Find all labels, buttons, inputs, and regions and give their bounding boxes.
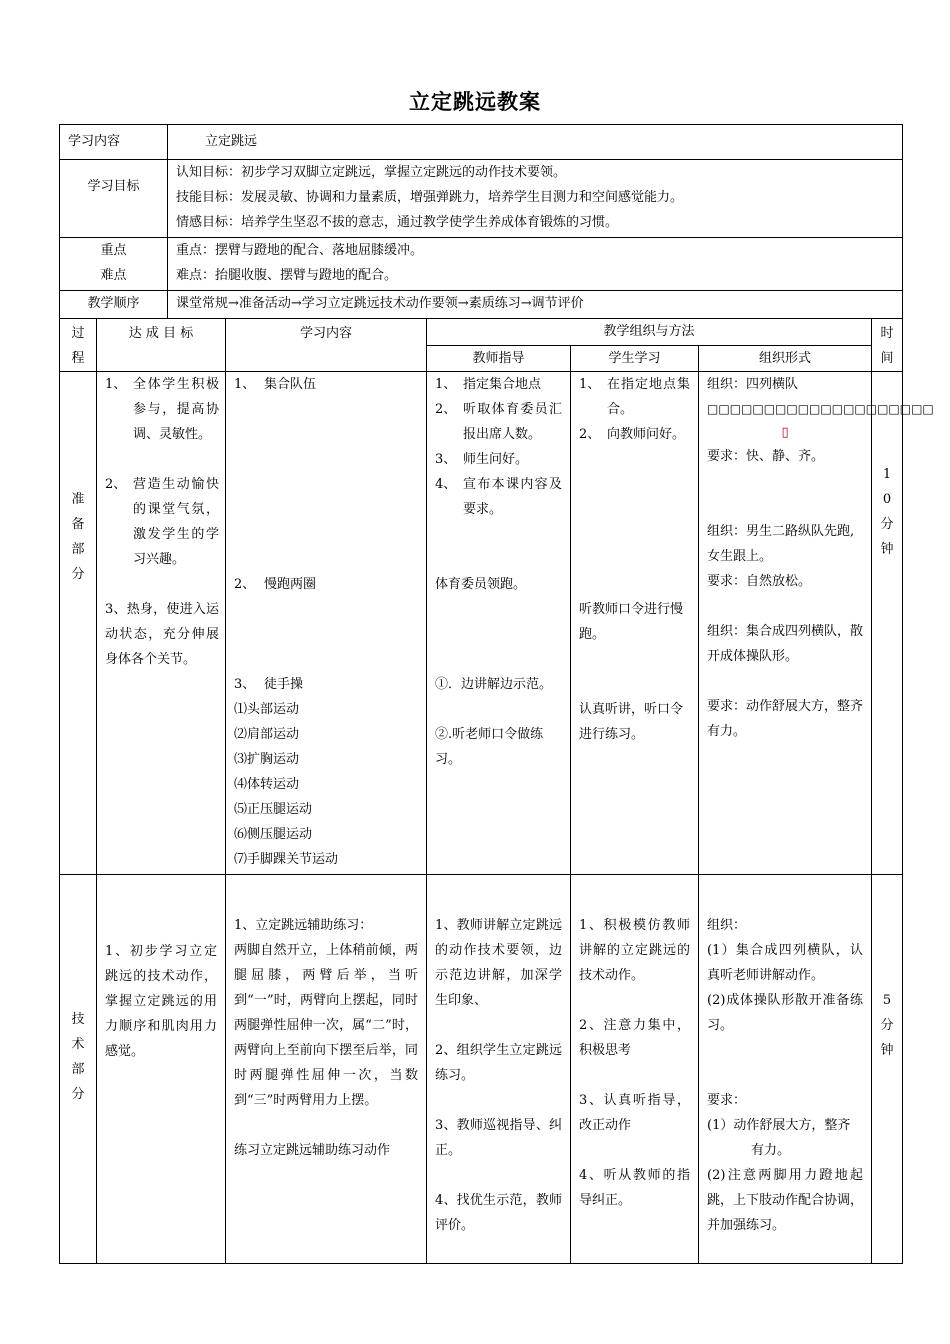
time-header-char: 间	[880, 351, 894, 366]
tech-teacher-4: 4、找优生示范，教师评价。	[435, 1193, 563, 1233]
prep-content-2: 慢跑两圈	[264, 577, 317, 592]
prep-org-cell	[699, 372, 934, 875]
org-1: 组织：四列横队	[707, 377, 799, 392]
time-char: 分	[880, 1018, 894, 1033]
content-label: 学习内容	[68, 134, 121, 149]
time-char: 1	[882, 467, 892, 482]
student-run: 听教师口令进行慢跑。	[579, 602, 684, 642]
teacher-run: 体育委员领跑。	[435, 577, 527, 592]
cognitive-goal: 认知目标：初步学习双脚立定跳远，掌握立定跳远的动作技术要领。	[176, 165, 567, 180]
goals-label: 学习目标	[87, 179, 140, 194]
org-1-req: 要求：快、静、齐。	[707, 449, 825, 464]
list-text: 营造生动愉快的课堂气氛，激发学生的学习兴趣。	[133, 477, 220, 567]
tech-label-char: 术	[71, 1037, 85, 1052]
tech-student-1: 1、积极模仿教师讲解的立定跳远的技术动作。	[579, 918, 691, 983]
goal-header-text: 达 成 目 标	[128, 326, 194, 341]
time-char: 分	[880, 517, 894, 532]
tech-org-label: 组织：	[707, 918, 747, 933]
exercise-item: ⑺手脚踝关节运动	[234, 852, 339, 867]
time-header-char: 时	[880, 326, 894, 341]
org-3: 组织：集合成四列横队，散开成体操队形。	[707, 624, 864, 664]
tech-time-cell	[872, 875, 903, 1264]
goals-cell	[168, 160, 903, 238]
teacher-ex-2: ②.听老师口令做练习。	[435, 727, 544, 767]
tech-teacher-1: 1、教师讲解立定跳远的动作技术要领，边示范边讲解，加深学生印象、	[435, 918, 563, 1008]
prep-goal-1	[105, 372, 219, 447]
skill-goal: 技能目标：发展灵敏、协调和力量素质，增强弹跳力，培养学生目测力和空间感觉能力。	[176, 190, 684, 205]
tech-student-2: 2、注意力集中，积极思考	[579, 1018, 691, 1058]
org-header-text: 组织形式	[759, 350, 812, 366]
formation-diagram: □□□□□□□□□□□□□□□□□□□□	[707, 402, 934, 416]
time-char: 钟	[880, 1043, 894, 1058]
order-cell	[168, 291, 903, 319]
tech-req-1a: (1）动作舒展大方，整齐	[707, 1118, 851, 1133]
prep-label-char: 部	[71, 542, 85, 557]
content-header-text: 学习内容	[300, 326, 353, 341]
tech-goal: 1、初步学习立定跳远的技术动作，掌握立定跳远的用力顺序和肌肉用力感觉。	[105, 944, 218, 1059]
org-2-req: 要求：自然放松。	[707, 574, 812, 589]
method-header-text: 教学组织与方法	[603, 324, 695, 339]
content-header	[226, 319, 427, 372]
list-text: 指定集合地点	[463, 377, 542, 392]
list-number: 2、	[579, 427, 601, 442]
list-text: 在指定地点集合。	[607, 377, 691, 417]
tech-req-label: 要求：	[707, 1093, 747, 1108]
list-number: 2、	[234, 577, 256, 592]
prep-content-1: 集合队伍	[264, 377, 317, 392]
teacher-item	[435, 472, 562, 522]
student-item	[579, 372, 690, 422]
teacher-ex-1: ①．边讲解边示范。	[435, 677, 553, 692]
process-header	[60, 319, 97, 372]
exercise-item: ⑵肩部运动	[234, 727, 300, 742]
time-char: 钟	[880, 542, 894, 557]
key-label-cell	[60, 238, 168, 291]
method-header	[427, 319, 872, 346]
content-value-cell	[168, 125, 903, 160]
prep-time-cell	[872, 372, 903, 875]
prep-label-char: 准	[71, 492, 85, 507]
prep-label-char: 分	[71, 567, 85, 582]
process-header-char: 过	[71, 326, 85, 341]
student-header-text: 学生学习	[608, 350, 661, 366]
list-text: 3、热身，使进入运动状态，充分伸展身体各个关节。	[105, 602, 220, 667]
tech-teacher-cell	[427, 875, 571, 1264]
prep-student-cell	[571, 372, 699, 875]
goals-label-cell	[60, 160, 168, 238]
tech-content-title: 1、立定跳远辅助练习：	[234, 918, 373, 933]
emotional-goal: 情感目标：培养学生坚忍不拔的意志，通过教学使学生养成体育锻炼的习惯。	[176, 215, 619, 230]
tech-label-char: 部	[71, 1062, 85, 1077]
prep-content-3: 徒手操	[264, 677, 304, 692]
content-value: 立定跳远	[205, 134, 258, 149]
student-header	[571, 345, 699, 372]
org-2: 组织：男生二路纵队先跑,女生跟上。	[707, 524, 855, 564]
tech-org-2: (2)成体操队形散开准备练习。	[707, 993, 864, 1033]
prep-goal-3	[83, 597, 219, 672]
key-point: 重点：摆臂与蹬地的配合、落地屈膝缓冲。	[176, 243, 424, 258]
teacher-header-text: 教师指导	[472, 350, 525, 366]
teacher-item	[435, 397, 562, 447]
org-header	[699, 345, 872, 372]
list-text: 宣布本课内容及要求。	[463, 477, 563, 517]
tech-label-cell	[60, 875, 97, 1264]
list-number: 3、	[435, 452, 457, 467]
prep-label-char: 备	[71, 517, 85, 532]
exercise-item: ⑷体转运动	[234, 777, 300, 792]
list-number: 4、	[435, 477, 457, 492]
tech-teacher-2: 2、组织学生立定跳远练习。	[435, 1043, 563, 1083]
tech-student-4: 4、听从教师的指导纠正。	[579, 1168, 691, 1208]
tech-req-2: (2)注意两脚用力蹬地起跳，上下肢动作配合协调，并加强练习。	[707, 1168, 864, 1233]
teacher-item	[435, 447, 562, 472]
tech-teacher-3: 3、教师巡视指导、纠正。	[435, 1118, 563, 1158]
list-number: 1、	[105, 377, 127, 392]
teacher-item	[435, 372, 562, 397]
order-value: 课堂常规→准备活动→学习立定跳远技术动作要领→素质练习→调节评价	[176, 296, 584, 311]
list-number: 2、	[105, 477, 127, 492]
list-number: 3、	[234, 677, 256, 692]
prep-teacher-cell	[427, 372, 571, 875]
page-title: 立定跳远教案	[409, 90, 541, 114]
order-label: 教学顺序	[87, 296, 140, 311]
list-number: 1、	[435, 377, 457, 392]
process-header-char: 程	[71, 351, 85, 366]
teacher-position-icon: ▯	[781, 425, 789, 440]
prep-goal-2	[105, 472, 219, 572]
tech-content-body: 两脚自然开立，上体稍前倾，两腿屈膝，两臂后举，当听到“一”时，两臂向上摆起，同时两腿弹性屈伸一次，属“二”时，两臂向上至前向下摆至后举，同时两腿弹性屈伸一次，当数到“三”时两臂用力上摆。	[234, 943, 419, 1108]
list-number: 2、	[435, 402, 457, 417]
org-3-req: 要求：动作舒展大方，整齐有力。	[707, 699, 864, 739]
prep-content-cell	[226, 372, 427, 875]
list-text: 向教师问好。	[607, 427, 686, 442]
tech-req-1b: 有力。	[751, 1143, 791, 1158]
prep-goals-cell	[97, 372, 226, 875]
tech-student-3: 3、认真听指导，改正动作	[579, 1093, 691, 1133]
list-text: 听取体育委员汇报出席人数。	[463, 402, 563, 442]
key-cell	[168, 238, 903, 291]
student-ex: 认真听讲，听口令进行练习。	[579, 702, 684, 742]
exercise-item: ⑸正压腿运动	[234, 802, 313, 817]
time-char: 5	[882, 993, 892, 1008]
time-header	[872, 319, 903, 372]
content-label-cell	[60, 125, 168, 160]
difficult-point: 难点：抬腿收腹、摆臂与蹬地的配合。	[176, 268, 398, 283]
order-label-cell	[60, 291, 168, 319]
tech-label-char: 分	[71, 1087, 85, 1102]
tech-org-1: (1）集合成四列横队，认真听老师讲解动作。	[707, 943, 864, 983]
lesson-plan-table	[59, 124, 934, 1264]
tech-goal-cell	[97, 875, 226, 1264]
tech-org-cell	[699, 875, 872, 1264]
tech-content-practice: 练习立定跳远辅助练习动作	[234, 1143, 391, 1158]
tech-content-cell	[226, 875, 427, 1264]
difficult-label: 难点	[100, 268, 127, 283]
student-item	[579, 422, 690, 447]
list-text: 师生问好。	[463, 452, 529, 467]
key-label: 重点	[100, 243, 127, 258]
tech-student-cell	[571, 875, 699, 1264]
goal-header	[97, 319, 226, 372]
tech-label-char: 技	[71, 1012, 85, 1027]
exercise-item: ⑴头部运动	[234, 702, 300, 717]
exercise-item: ⑶扩胸运动	[234, 752, 300, 767]
teacher-header	[427, 345, 571, 372]
list-text: 全体学生积极参与，提高协调、灵敏性。	[133, 377, 220, 442]
time-char: 0	[882, 492, 892, 507]
list-number: 1、	[234, 377, 256, 392]
exercise-item: ⑹侧压腿运动	[234, 827, 313, 842]
list-number: 1、	[579, 377, 601, 392]
